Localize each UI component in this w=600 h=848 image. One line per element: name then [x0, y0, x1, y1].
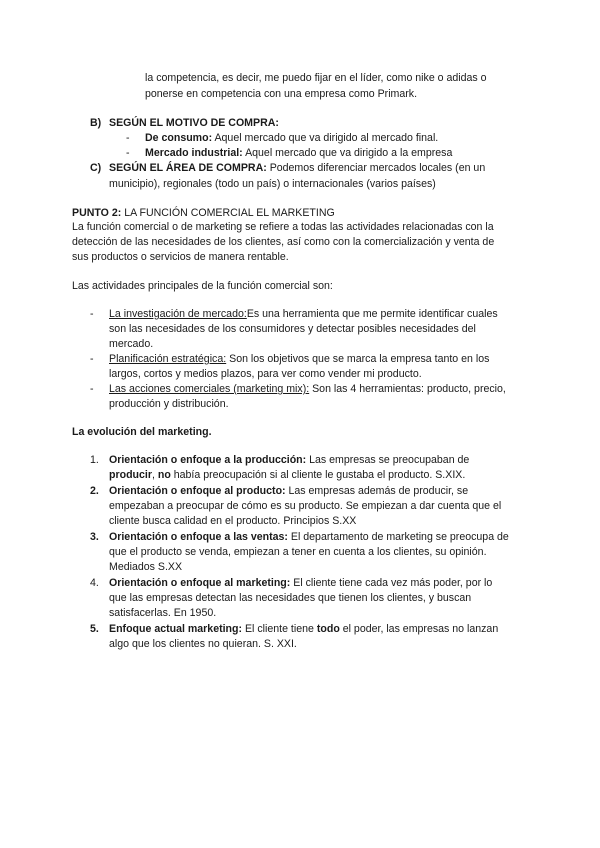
activity-2-dash: -	[90, 353, 94, 365]
evolution-item-4-text: El cliente tiene cada vez más poder, por lo	[290, 577, 493, 589]
evolution-item-4-term: Orientación o enfoque al marketing:	[109, 577, 291, 589]
evolution-item-2-line-1	[109, 484, 468, 498]
evolution-item-2-term: Orientación o enfoque al producto:	[109, 485, 286, 497]
section-b-item-1	[145, 131, 438, 145]
intro-line-1: la competencia, es decir, me puedo fijar en el líder, como nike o adidas o	[145, 72, 487, 84]
activity-2-line-2: largos, cortos y medios plazos, para ver como vender mi producto.	[109, 368, 422, 380]
section-c-title: SEGÚN EL ÁREA DE COMPRA:	[109, 162, 267, 174]
evolution-heading: La evolución del marketing.	[72, 426, 212, 438]
activity-3-line-2: producción y distribución.	[109, 398, 229, 410]
activity-3-term: Las acciones comerciales (marketing mix):	[109, 383, 310, 395]
section-b-item-2-text: Aquel mercado que va dirigido a la empresa	[242, 147, 453, 159]
evolution-item-3-term: Orientación o enfoque a las ventas:	[109, 531, 288, 543]
evolution-item-3-line-2: que el producto se venda, empiezan a tener en cuenta a los clientes, su opinión.	[109, 546, 487, 558]
evolution-item-1-text-2: ,	[151, 469, 158, 481]
evolution-item-1-bold-1: producir	[109, 469, 152, 481]
activity-3-dash: -	[90, 383, 94, 395]
section-b-dash-1: -	[126, 132, 130, 144]
evolution-item-1-text: Las empresas se preocupaban de	[306, 454, 470, 466]
punto2-body-line-3: sus productos o servicios de manera rentable.	[72, 251, 289, 263]
section-b-item-1-text: Aquel mercado que va dirigido al mercado final.	[212, 132, 439, 144]
activity-1-dash: -	[90, 308, 94, 320]
activity-1-text: Es una herramienta que me permite identificar cuales	[246, 308, 498, 320]
activity-2-term: Planificación estratégica:	[109, 353, 227, 365]
section-b-item-1-term: De consumo:	[145, 132, 213, 144]
evolution-item-4-line-3: satisfacerlas. En 1950.	[109, 607, 217, 619]
evolution-item-5-line-2: algo que los clientes no quieran. S. XXI.	[109, 638, 297, 650]
punto2-body-line-2: detección de las necesidades de los clientes, así como con la comercialización y venta de	[72, 236, 495, 248]
activity-3-text: Son las 4 herramientas: producto, precio,	[309, 383, 506, 395]
punto2-title: LA FUNCIÓN COMERCIAL EL MARKETING	[121, 207, 335, 219]
punto2-label: PUNTO 2:	[72, 207, 122, 219]
evolution-item-3-num: 3.	[90, 531, 99, 543]
intro-line-2: ponerse en competencia con una empresa como Primark.	[145, 88, 418, 100]
evolution-item-1-bold-2: no	[157, 469, 171, 481]
section-c-line-1-rest: Podemos diferenciar mercados locales (en un	[266, 162, 486, 174]
evolution-item-5-bold: todo	[316, 623, 340, 635]
evolution-item-1-line-2	[109, 468, 465, 482]
evolution-item-5-text-1: El cliente tiene	[242, 623, 317, 635]
section-b-item-2-term: Mercado industrial:	[145, 147, 243, 159]
section-c-marker: C)	[90, 162, 102, 174]
section-c-line-2: municipio), regionales (todo un país) o internacionales (varios países)	[109, 178, 436, 190]
activities-intro: Las actividades principales de la función comercial son:	[72, 280, 333, 292]
punto2-body-line-1: La función comercial o de marketing se refiere a todas las actividades relacionadas con la	[72, 221, 494, 233]
evolution-item-1-num: 1.	[90, 454, 99, 466]
evolution-item-4-num: 4.	[90, 577, 99, 589]
evolution-item-4-line-2: que las empresas detectan las necesidades que tienen los clientes, y buscan	[109, 592, 472, 604]
evolution-item-3-text: El departamento de marketing se preocupa de	[287, 531, 509, 543]
activity-1-term: La investigación de mercado:	[109, 308, 247, 320]
section-c-line-1	[109, 161, 485, 175]
activity-2-text: Son los objetivos que se marca la empresa tanto en los	[226, 353, 490, 365]
activity-1-line-3: mercado.	[109, 338, 154, 350]
punto2-heading	[72, 206, 335, 220]
evolution-item-2-line-2: empezaban a preocupar de cómo es su producto. Se empiezan a dar cuenta que el	[109, 500, 502, 512]
evolution-item-3-line-1	[109, 530, 509, 544]
evolution-item-1-term: Orientación o enfoque a la producción:	[109, 454, 307, 466]
evolution-item-2-line-3: cliente busca calidad en el producto. Principios S.XX	[109, 515, 357, 527]
evolution-item-2-text: Las empresas además de producir, se	[285, 485, 469, 497]
evolution-item-1-line-1	[109, 453, 469, 467]
activity-2-line-1	[109, 352, 489, 366]
section-b-marker: B)	[90, 117, 102, 129]
section-b-title: SEGÚN EL MOTIVO DE COMPRA:	[109, 117, 279, 129]
activity-1-line-2: son las necesidades de los consumidores y detectar posibles necesidades del	[109, 323, 476, 335]
evolution-item-2-num: 2.	[90, 485, 99, 497]
evolution-item-1-text-3: había preocupación si al cliente le gustaba el producto. S.XIX.	[170, 469, 466, 481]
evolution-item-3-line-3: Mediados S.XX	[109, 561, 183, 573]
section-b-item-2	[145, 146, 452, 160]
section-b-dash-2: -	[126, 147, 130, 159]
evolution-item-5-num: 5.	[90, 623, 99, 635]
activity-1-line-1	[109, 307, 498, 321]
evolution-item-5-term: Enfoque actual marketing:	[109, 623, 243, 635]
evolution-item-5-line-1	[109, 622, 498, 636]
evolution-item-5-text-2: el poder, las empresas no lanzan	[339, 623, 499, 635]
evolution-item-4-line-1	[109, 576, 492, 590]
activity-3-line-1	[109, 382, 506, 396]
